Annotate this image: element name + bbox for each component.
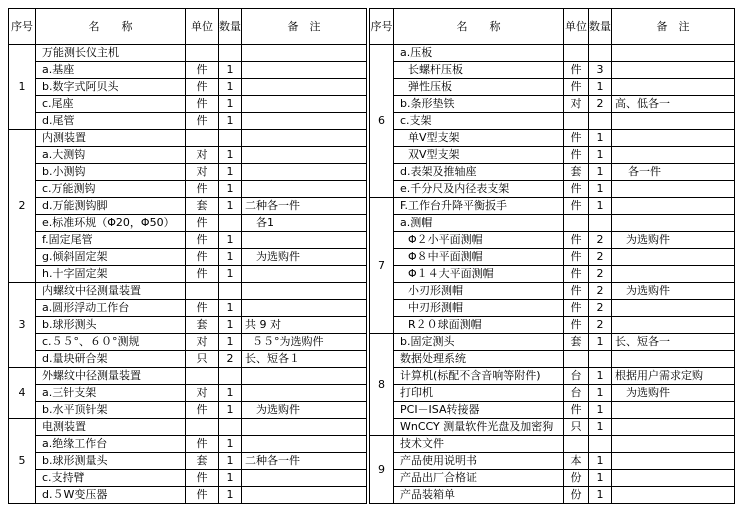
item-unit: 件 bbox=[186, 402, 219, 419]
item-remark bbox=[242, 436, 367, 453]
item-remark bbox=[612, 351, 735, 368]
item-qty bbox=[589, 351, 612, 368]
qty-cell bbox=[219, 45, 242, 62]
item-qty: 1 bbox=[589, 334, 612, 351]
item-remark: 为选购件 bbox=[612, 232, 735, 249]
table-row bbox=[9, 232, 367, 249]
group-title: 电测装置 bbox=[36, 419, 186, 436]
item-unit bbox=[564, 215, 589, 232]
table-row bbox=[9, 79, 367, 96]
item-unit bbox=[564, 436, 589, 453]
item-unit: 件 bbox=[564, 402, 589, 419]
group-number: 7 bbox=[370, 198, 394, 334]
item-unit: 件 bbox=[564, 249, 589, 266]
table-row bbox=[9, 351, 367, 368]
item-unit: 本 bbox=[564, 453, 589, 470]
item-remark bbox=[612, 147, 735, 164]
group-title: 万能测长仪主机 bbox=[36, 45, 186, 62]
item-remark bbox=[612, 266, 735, 283]
item-qty: 1 bbox=[219, 198, 242, 215]
group-number: 4 bbox=[9, 368, 36, 419]
item-remark: 长、短各１ bbox=[242, 351, 367, 368]
header-qty: 数量 bbox=[219, 9, 242, 45]
table-row bbox=[370, 164, 735, 181]
item-qty: 1 bbox=[219, 79, 242, 96]
item-unit: 只 bbox=[564, 419, 589, 436]
item-name: b.数字式阿贝头 bbox=[36, 79, 186, 96]
item-name: d.尾管 bbox=[36, 113, 186, 130]
item-qty: 2 bbox=[589, 317, 612, 334]
item-remark bbox=[242, 147, 367, 164]
item-name: 产品使用说明书 bbox=[394, 453, 564, 470]
item-qty: 1 bbox=[589, 385, 612, 402]
item-name: 双V型支架 bbox=[394, 147, 564, 164]
item-name: 中刃形测帽 bbox=[394, 300, 564, 317]
item-remark bbox=[612, 45, 735, 62]
item-remark bbox=[242, 181, 367, 198]
item-name: 弹性压板 bbox=[394, 79, 564, 96]
unit-cell bbox=[186, 130, 219, 147]
table-row bbox=[9, 300, 367, 317]
item-remark: ５５°为选购件 bbox=[242, 334, 367, 351]
item-unit: 件 bbox=[186, 215, 219, 232]
item-name: f.固定尾管 bbox=[36, 232, 186, 249]
table-row bbox=[370, 436, 735, 453]
item-name: a.大测钩 bbox=[36, 147, 186, 164]
item-qty: 1 bbox=[589, 79, 612, 96]
item-remark: 各1 bbox=[242, 215, 367, 232]
item-name: a.压板 bbox=[394, 45, 564, 62]
table-row bbox=[9, 436, 367, 453]
table-row bbox=[370, 96, 735, 113]
group-title: 内测装置 bbox=[36, 130, 186, 147]
remark-cell bbox=[242, 130, 367, 147]
item-unit: 件 bbox=[564, 79, 589, 96]
header-unit: 单位 bbox=[564, 9, 589, 45]
item-name: Φ２小平面测帽 bbox=[394, 232, 564, 249]
item-name: 计算机(标配不含音响等附件) bbox=[394, 368, 564, 385]
item-unit: 套 bbox=[564, 164, 589, 181]
group-number: 3 bbox=[9, 283, 36, 368]
table-row bbox=[370, 198, 735, 215]
table-row bbox=[370, 317, 735, 334]
group-title-row bbox=[9, 419, 367, 436]
item-remark: 为选购件 bbox=[242, 249, 367, 266]
table-row bbox=[370, 45, 735, 62]
table-row bbox=[9, 487, 367, 504]
item-qty: 1 bbox=[219, 436, 242, 453]
item-name: a.测帽 bbox=[394, 215, 564, 232]
remark-cell bbox=[242, 368, 367, 385]
item-name: 单V型支架 bbox=[394, 130, 564, 147]
item-remark bbox=[612, 470, 735, 487]
item-name: b.球形测头 bbox=[36, 317, 186, 334]
item-qty: 1 bbox=[589, 419, 612, 436]
item-name: c.万能测钩 bbox=[36, 181, 186, 198]
item-qty bbox=[219, 215, 242, 232]
header-remark: 备 注 bbox=[612, 9, 735, 45]
qty-cell bbox=[219, 130, 242, 147]
item-qty bbox=[589, 436, 612, 453]
table-row bbox=[370, 147, 735, 164]
item-unit bbox=[564, 113, 589, 130]
item-name: e.标准环规（Φ20，Φ50） bbox=[36, 215, 186, 232]
item-qty: 1 bbox=[589, 164, 612, 181]
table-row bbox=[370, 232, 735, 249]
item-qty: 1 bbox=[219, 266, 242, 283]
header-remark: 备 注 bbox=[242, 9, 367, 45]
item-unit: 对 bbox=[564, 96, 589, 113]
item-unit: 件 bbox=[186, 79, 219, 96]
item-qty: 2 bbox=[589, 266, 612, 283]
table-row bbox=[370, 130, 735, 147]
item-name: 数据处理系统 bbox=[394, 351, 564, 368]
item-remark: 共 9 对 bbox=[242, 317, 367, 334]
item-unit: 件 bbox=[186, 470, 219, 487]
item-qty: 1 bbox=[589, 368, 612, 385]
item-remark: 根据用户需求定购 bbox=[612, 368, 735, 385]
item-unit: 件 bbox=[564, 300, 589, 317]
item-unit: 件 bbox=[186, 249, 219, 266]
item-name: c.尾座 bbox=[36, 96, 186, 113]
remark-cell bbox=[242, 283, 367, 300]
table-row bbox=[370, 368, 735, 385]
table-row bbox=[370, 402, 735, 419]
item-remark: 各一件 bbox=[612, 164, 735, 181]
item-qty: 1 bbox=[219, 96, 242, 113]
item-name: 产品装箱单 bbox=[394, 487, 564, 504]
item-qty: 2 bbox=[589, 96, 612, 113]
table-row bbox=[370, 181, 735, 198]
item-remark bbox=[242, 62, 367, 79]
item-name: e.千分尺及内径表支架 bbox=[394, 181, 564, 198]
item-unit: 件 bbox=[564, 266, 589, 283]
item-qty: 2 bbox=[589, 249, 612, 266]
item-remark: 长、短各一 bbox=[612, 334, 735, 351]
item-unit: 台 bbox=[564, 368, 589, 385]
item-qty: 1 bbox=[219, 300, 242, 317]
item-unit: 份 bbox=[564, 487, 589, 504]
item-qty: 1 bbox=[589, 130, 612, 147]
group-number: 6 bbox=[370, 45, 394, 198]
item-name: a.圆形浮动工作台 bbox=[36, 300, 186, 317]
item-name: b.球形测量头 bbox=[36, 453, 186, 470]
item-name: 打印机 bbox=[394, 385, 564, 402]
item-unit: 件 bbox=[564, 62, 589, 79]
header-name: 名 称 bbox=[394, 9, 564, 45]
item-qty: 2 bbox=[589, 300, 612, 317]
item-unit: 套 bbox=[186, 317, 219, 334]
item-unit: 台 bbox=[564, 385, 589, 402]
item-unit: 件 bbox=[186, 62, 219, 79]
item-qty: 1 bbox=[219, 402, 242, 419]
table-row bbox=[370, 266, 735, 283]
item-unit: 件 bbox=[186, 181, 219, 198]
item-remark: 为选购件 bbox=[612, 385, 735, 402]
item-unit: 件 bbox=[564, 147, 589, 164]
left-packing-table bbox=[8, 8, 367, 504]
item-name: b.条形垫铁 bbox=[394, 96, 564, 113]
item-name: h.十字固定架 bbox=[36, 266, 186, 283]
item-qty: 1 bbox=[219, 181, 242, 198]
table-row bbox=[9, 266, 367, 283]
qty-cell bbox=[219, 283, 242, 300]
item-remark bbox=[242, 266, 367, 283]
item-name: b.水平顶针架 bbox=[36, 402, 186, 419]
item-unit: 对 bbox=[186, 164, 219, 181]
table-row bbox=[370, 249, 735, 266]
table-row bbox=[370, 385, 735, 402]
item-unit: 件 bbox=[186, 96, 219, 113]
item-name: c.支架 bbox=[394, 113, 564, 130]
item-unit: 件 bbox=[186, 266, 219, 283]
item-name: b.小测钩 bbox=[36, 164, 186, 181]
unit-cell bbox=[186, 45, 219, 62]
group-title-row bbox=[9, 368, 367, 385]
item-remark bbox=[242, 113, 367, 130]
item-name: a.三针支架 bbox=[36, 385, 186, 402]
group-number: 2 bbox=[9, 130, 36, 283]
table-row bbox=[370, 79, 735, 96]
table-row bbox=[9, 470, 367, 487]
item-qty: 1 bbox=[219, 164, 242, 181]
unit-cell bbox=[186, 283, 219, 300]
item-name: WnCCY 测量软件光盘及加密狗 bbox=[394, 419, 564, 436]
table-row bbox=[370, 470, 735, 487]
item-unit: 件 bbox=[564, 181, 589, 198]
item-qty: 1 bbox=[589, 147, 612, 164]
item-remark bbox=[612, 402, 735, 419]
table-row bbox=[9, 181, 367, 198]
table-row bbox=[370, 283, 735, 300]
item-remark bbox=[612, 181, 735, 198]
table-row bbox=[9, 334, 367, 351]
table-row bbox=[9, 113, 367, 130]
item-unit: 对 bbox=[186, 334, 219, 351]
item-remark bbox=[242, 79, 367, 96]
item-qty: 1 bbox=[589, 181, 612, 198]
item-unit: 件 bbox=[186, 232, 219, 249]
item-qty: 1 bbox=[219, 232, 242, 249]
item-unit: 对 bbox=[186, 147, 219, 164]
group-number: 9 bbox=[370, 436, 394, 504]
group-title-row bbox=[9, 130, 367, 147]
item-unit: 件 bbox=[186, 487, 219, 504]
item-remark bbox=[612, 419, 735, 436]
table-row bbox=[370, 62, 735, 79]
remark-cell bbox=[242, 419, 367, 436]
item-qty bbox=[589, 215, 612, 232]
item-qty: 1 bbox=[589, 487, 612, 504]
item-qty bbox=[589, 113, 612, 130]
header-qty: 数量 bbox=[589, 9, 612, 45]
item-name: Φ１４大平面测帽 bbox=[394, 266, 564, 283]
group-title: 外螺纹中径测量装置 bbox=[36, 368, 186, 385]
item-name: d.表架及推轴座 bbox=[394, 164, 564, 181]
item-unit: 套 bbox=[186, 453, 219, 470]
table-row bbox=[370, 113, 735, 130]
item-remark: 二种各一件 bbox=[242, 198, 367, 215]
left-header-row bbox=[9, 9, 367, 45]
item-unit: 件 bbox=[564, 317, 589, 334]
table-row bbox=[370, 215, 735, 232]
item-remark: 为选购件 bbox=[612, 283, 735, 300]
item-name: a.基座 bbox=[36, 62, 186, 79]
item-unit bbox=[564, 45, 589, 62]
item-unit: 件 bbox=[186, 436, 219, 453]
item-remark bbox=[612, 453, 735, 470]
item-unit: 份 bbox=[564, 470, 589, 487]
item-remark bbox=[612, 79, 735, 96]
item-qty: 3 bbox=[589, 62, 612, 79]
item-unit: 只 bbox=[186, 351, 219, 368]
table-row bbox=[370, 419, 735, 436]
group-title: 内螺纹中径测量装置 bbox=[36, 283, 186, 300]
group-number: 8 bbox=[370, 334, 394, 436]
item-qty: 2 bbox=[589, 232, 612, 249]
remark-cell bbox=[242, 45, 367, 62]
item-qty: 1 bbox=[219, 385, 242, 402]
item-remark bbox=[242, 96, 367, 113]
item-remark: 二种各一件 bbox=[242, 453, 367, 470]
item-name: R２０球面测帽 bbox=[394, 317, 564, 334]
item-name: 长螺杆压板 bbox=[394, 62, 564, 79]
item-name: d.量块研合架 bbox=[36, 351, 186, 368]
item-remark bbox=[242, 164, 367, 181]
item-name: c.支持臂 bbox=[36, 470, 186, 487]
item-remark bbox=[242, 232, 367, 249]
item-qty: 1 bbox=[219, 147, 242, 164]
item-unit: 套 bbox=[186, 198, 219, 215]
item-qty bbox=[589, 45, 612, 62]
table-row bbox=[9, 164, 367, 181]
item-name: PCI－ISA转接器 bbox=[394, 402, 564, 419]
item-remark bbox=[612, 113, 735, 130]
table-row bbox=[9, 385, 367, 402]
item-remark bbox=[612, 198, 735, 215]
header-no: 序号 bbox=[9, 9, 36, 45]
item-name: F.工作台升降平衡扳手 bbox=[394, 198, 564, 215]
table-row bbox=[9, 317, 367, 334]
item-qty: 1 bbox=[219, 453, 242, 470]
item-remark bbox=[612, 130, 735, 147]
item-qty: 2 bbox=[589, 283, 612, 300]
table-row bbox=[9, 215, 367, 232]
item-remark bbox=[612, 215, 735, 232]
item-qty: 1 bbox=[219, 470, 242, 487]
item-name: 技术文件 bbox=[394, 436, 564, 453]
table-row bbox=[9, 198, 367, 215]
item-name: Φ８中平面测帽 bbox=[394, 249, 564, 266]
item-remark: 为选购件 bbox=[242, 402, 367, 419]
item-unit: 件 bbox=[186, 300, 219, 317]
item-remark bbox=[242, 385, 367, 402]
item-name: d.５W变压器 bbox=[36, 487, 186, 504]
item-unit: 对 bbox=[186, 385, 219, 402]
item-remark bbox=[612, 300, 735, 317]
header-unit: 单位 bbox=[186, 9, 219, 45]
item-unit: 件 bbox=[564, 130, 589, 147]
item-remark bbox=[612, 317, 735, 334]
item-name: 小刃形测帽 bbox=[394, 283, 564, 300]
group-title-row bbox=[9, 283, 367, 300]
table-row bbox=[9, 402, 367, 419]
item-qty: 1 bbox=[219, 113, 242, 130]
item-remark: 高、低各一 bbox=[612, 96, 735, 113]
right-header-row bbox=[370, 9, 735, 45]
group-number: 5 bbox=[9, 419, 36, 504]
item-remark bbox=[612, 249, 735, 266]
header-name: 名 称 bbox=[36, 9, 186, 45]
item-remark bbox=[612, 436, 735, 453]
item-qty: 1 bbox=[219, 317, 242, 334]
item-qty: 1 bbox=[219, 334, 242, 351]
item-name: g.倾斜固定架 bbox=[36, 249, 186, 266]
item-remark bbox=[612, 487, 735, 504]
table-row bbox=[370, 453, 735, 470]
item-unit: 件 bbox=[564, 198, 589, 215]
table-row bbox=[370, 300, 735, 317]
qty-cell bbox=[219, 368, 242, 385]
item-name: a.绝缘工作台 bbox=[36, 436, 186, 453]
item-unit bbox=[564, 351, 589, 368]
table-row bbox=[9, 62, 367, 79]
item-remark bbox=[242, 470, 367, 487]
group-title-row bbox=[9, 45, 367, 62]
item-qty: 1 bbox=[219, 249, 242, 266]
table-row bbox=[9, 96, 367, 113]
item-qty: 1 bbox=[589, 198, 612, 215]
item-remark bbox=[242, 300, 367, 317]
item-qty: 1 bbox=[219, 62, 242, 79]
item-qty: 1 bbox=[589, 470, 612, 487]
table-row bbox=[9, 249, 367, 266]
unit-cell bbox=[186, 419, 219, 436]
item-unit: 件 bbox=[564, 283, 589, 300]
header-no: 序号 bbox=[370, 9, 394, 45]
item-qty: 2 bbox=[219, 351, 242, 368]
item-name: d.万能测钩脚 bbox=[36, 198, 186, 215]
table-row bbox=[370, 334, 735, 351]
item-unit: 件 bbox=[564, 232, 589, 249]
item-qty: 1 bbox=[219, 487, 242, 504]
item-name: c.５５°、６０°测规 bbox=[36, 334, 186, 351]
table-row bbox=[9, 453, 367, 470]
item-qty: 1 bbox=[589, 402, 612, 419]
group-number: 1 bbox=[9, 45, 36, 130]
item-unit: 套 bbox=[564, 334, 589, 351]
item-remark bbox=[612, 62, 735, 79]
item-name: b.固定测头 bbox=[394, 334, 564, 351]
table-row bbox=[370, 487, 735, 504]
item-unit: 件 bbox=[186, 113, 219, 130]
item-name: 产品出厂合格证 bbox=[394, 470, 564, 487]
item-qty: 1 bbox=[589, 453, 612, 470]
right-packing-table bbox=[369, 8, 735, 504]
table-row bbox=[9, 147, 367, 164]
qty-cell bbox=[219, 419, 242, 436]
item-remark bbox=[242, 487, 367, 504]
unit-cell bbox=[186, 368, 219, 385]
table-row bbox=[370, 351, 735, 368]
